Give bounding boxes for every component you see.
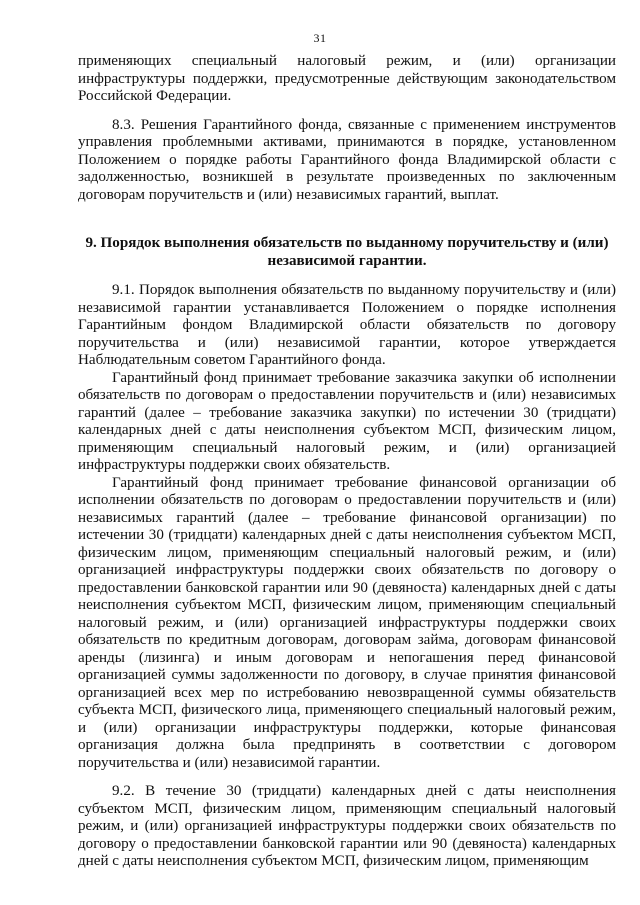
document-body bbox=[78, 53, 616, 871]
paragraph-8-3: 8.3. Решения Гарантийного фонда, связанные с применением инструментов управления проблемными активами, принимаются в порядке, установленном Положением о порядке работы Гарантийного фонда Владимирской области с задолженностью, возникшей в результате произведенных по заключенным договорам поручительств и (или) независимых гарантий, выплат. bbox=[78, 116, 616, 203]
paragraph-financial-organization-requirement: Гарантийный фонд принимает требование финансовой организации об исполнении обязательств по договорам о предоставлении поручительств и (или) независимых гарантий (далее – требование финансовой организации) по истечении 30 (тридцати) календарных дней с даты неисполнения субъектом МСП, физическим лицом, применяющим специальный налоговый режим, и (или) организацией инфраструктуры поддержки своих обязательств по договору о предоставлении банковской гарантии или 90 (девяноста) календарных дней с даты неисполнения субъектом МСП, физическим лицом, применяющим специальный налоговый режим, и (или) организацией инфраструктуры поддержки своих обязательств по кредитным договорам, договорам займа, договорам финансовой аренды (лизинга) и иным договорам и непогашения перед финансовой организацией суммы задолженности по договору, в случае принятия финансовой организацией всех мер по истребованию невозвращенной суммы обязательств субъекта МСП, физического лица, применяющего специальный налоговый режим, и (или) организации инфраструктуры поддержки, которые финансовая организация должна была предпринять в соответствии с договором поручительства и (или) независимой гарантии. bbox=[78, 474, 616, 771]
paragraph-9-2: 9.2. В течение 30 (тридцати) календарных дней с даты неисполнения субъектом МСП, физическим лицом, применяющим специальный налоговый режим, и (или) организацией инфраструктуры поддержки своих обязательств по договору о предоставлении банковской гарантии или 90 (девяноста) календарных дней с даты неисполнения субъектом МСП, физическим лицом, применяющим bbox=[78, 783, 616, 869]
paragraph-continuation: применяющих специальный налоговый режим, и (или) организации инфраструктуры поддержки, предусмотренные действующим законодательством Российской Федерации. bbox=[78, 53, 616, 104]
paragraph-customer-requirement: Гарантийный фонд принимает требование заказчика закупки об исполнении обязательств по договорам о предоставлении поручительств и (или) независимых гарантий (далее – требование заказчика закупки) по истечении 30 (тридцати) календарных дней с даты неисполнения субъектом МСП, физическим лицом, применяющим специальный налоговый режим, и (или) организацией инфраструктуры поддержки своих обязательств. bbox=[78, 369, 616, 473]
page-number: 31 bbox=[313, 31, 327, 45]
paragraph-9-1: 9.1. Порядок выполнения обязательств по выданному поручительству и (или) независимой гарантии устанавливается Положением о порядке исполнения Гарантийным фондом Владимирской области обязательств по договору поручительства и (или) независимой гарантии, которое утверждается Наблюдательным советом Гарантийного фонда. bbox=[78, 282, 616, 368]
section-heading-9: 9. Порядок выполнения обязательств по выданному поручительству и (или) независимой гарантии. bbox=[85, 235, 609, 269]
